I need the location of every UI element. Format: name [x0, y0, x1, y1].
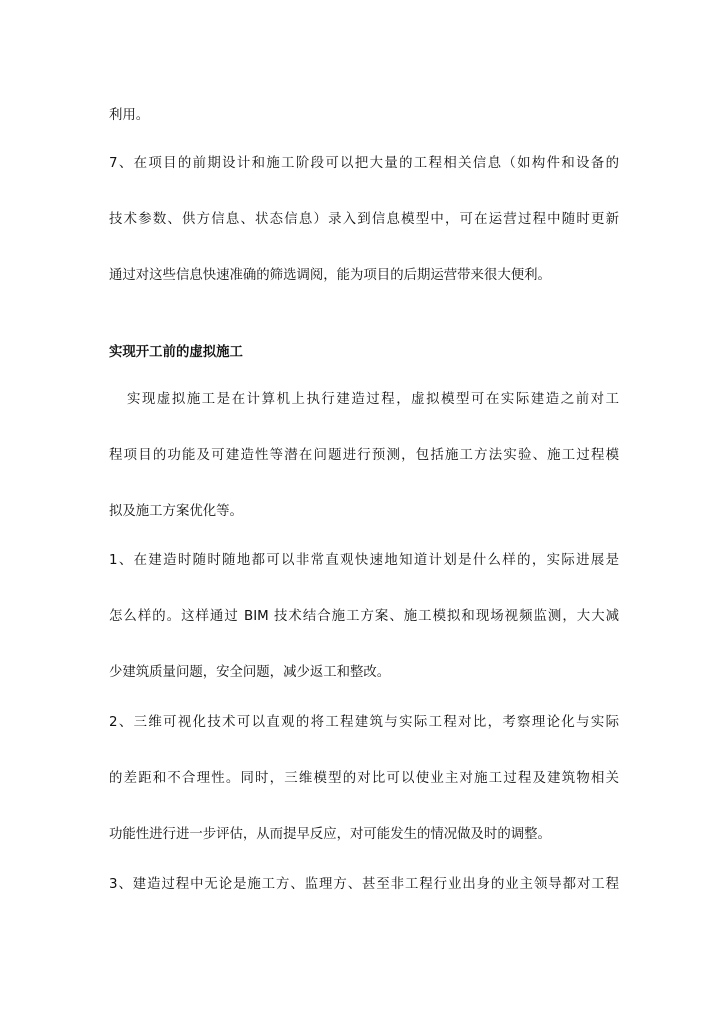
- text-line-8: 拟及施工方案优化等。: [109, 504, 243, 519]
- text-line-12: 2、三维可视化技术可以直观的将工程建筑与实际工程对比，考察理论化与实际: [109, 715, 619, 730]
- text-line-7: 程项目的功能及可建造性等潜在问题进行预测，包括施工方法实验、施工过程模: [109, 448, 619, 463]
- text-line-11: 少建筑质量问题，安全问题，减少返工和整改。: [109, 665, 391, 680]
- text-line-3: 技术参数、供方信息、状态信息）录入到信息模型中，可在运营过程中随时更新: [109, 212, 619, 227]
- text-line-15: 3、建造过程中无论是施工方、监理方、甚至非工程行业出身的业主领导都对工程: [109, 877, 619, 892]
- text-line-10: 怎么样的。这样通过 BIM 技术结合施工方案、施工模拟和现场视频监测，大大减: [109, 609, 619, 624]
- section-heading: 实现开工前的虚拟施工: [109, 345, 243, 360]
- text-line-1: 利用。: [109, 108, 150, 123]
- text-line-14: 功能性进行进一步评估，从而提早反应，对可能发生的情况做及时的调整。: [109, 827, 551, 842]
- text-line-9: 1、在建造时随时随地都可以非常直观快速地知道计划是什么样的，实际进展是: [109, 553, 619, 568]
- text-line-2: 7、在项目的前期设计和施工阶段可以把大量的工程相关信息（如构件和设备的: [109, 156, 619, 171]
- text-line-4: 通过对这些信息快速准确的筛选调阅，能为项目的后期运营带来很大便利。: [109, 268, 551, 283]
- text-line-13: 的差距和不合理性。同时，三维模型的对比可以使业主对施工过程及建筑物相关: [109, 771, 619, 786]
- text-line-6: 实现虚拟施工是在计算机上执行建造过程，虚拟模型可在实际建造之前对工: [127, 392, 619, 407]
